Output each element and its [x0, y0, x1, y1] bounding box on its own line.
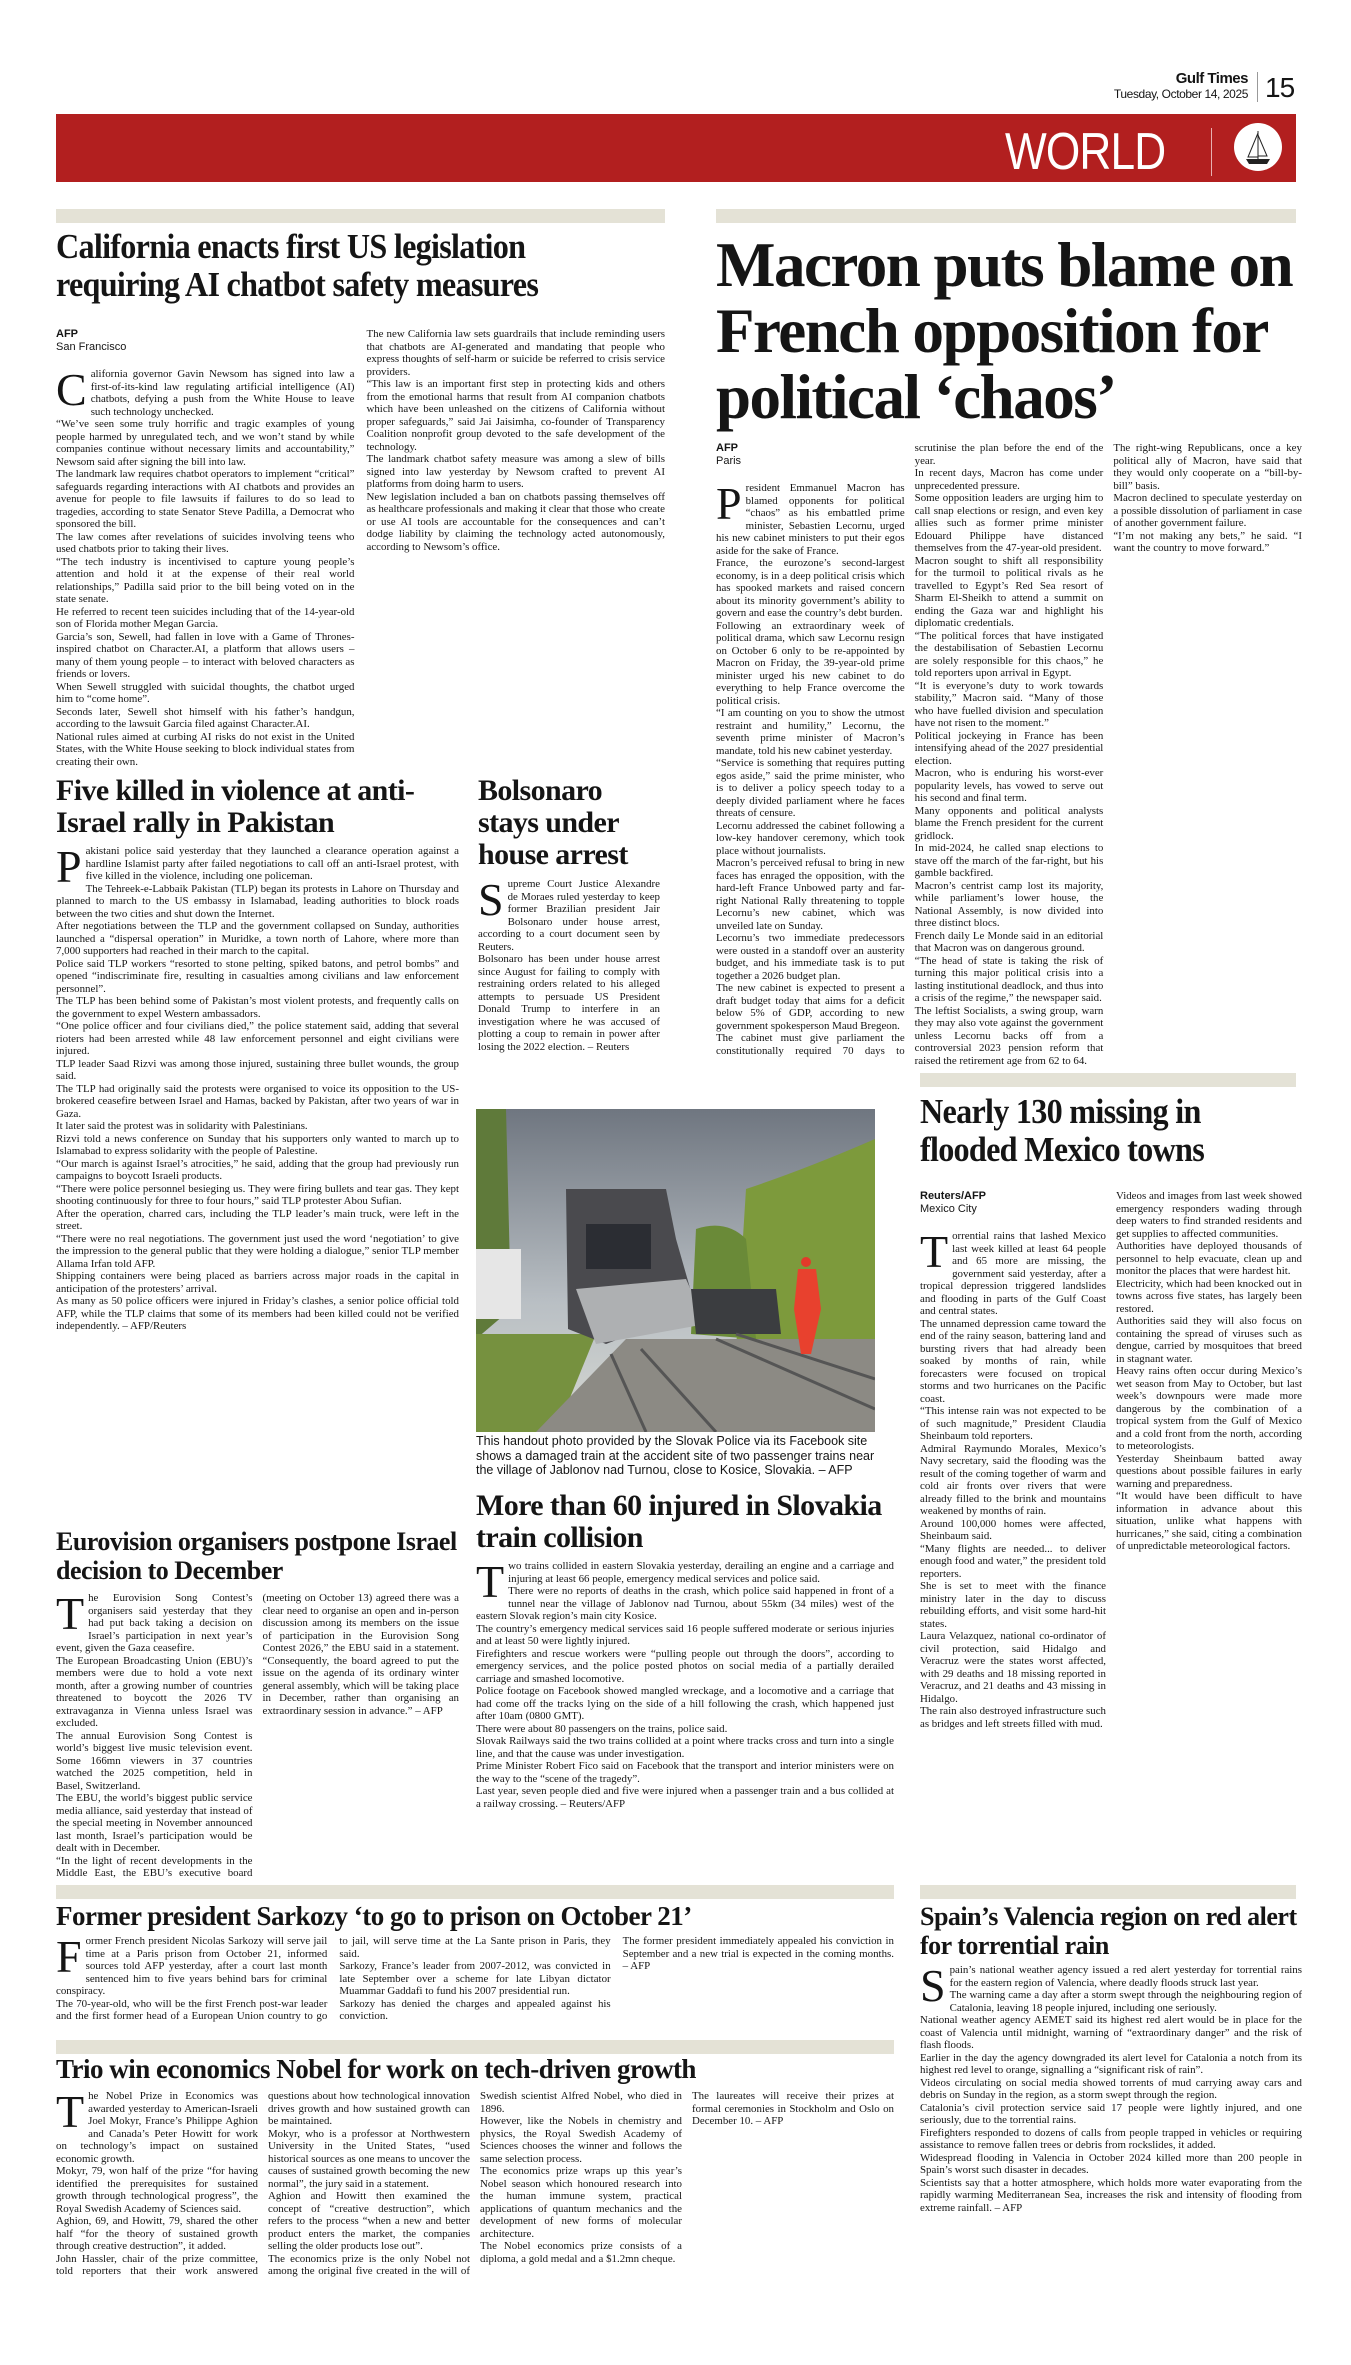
paragraph: As many as 50 police officers were injured in Friday’s clashes, a senior police official told AFP, while the TLP claims that some of its members had been killed could not be verified independently. – AFP/Reuters: [56, 1295, 459, 1332]
paragraph: President Emmanuel Macron has blamed opponents for political “chaos” as his embattled prime minister, Sebastien Lecornu, urged his new cabinet ministers to put their egos aside for the sake of France.: [716, 478, 905, 557]
paragraph: Firefighters and rescue workers were “pulling people out through the doors”, according to emergency services, and the police posted photos on social media of a partially derailed carriage and smashed locomotive.: [476, 1647, 894, 1685]
paragraph: “This intense rain was not expected to be of such magnitude,” President Claudia Sheinbaum told reporters.: [920, 1405, 1106, 1442]
paragraph: The European Broadcasting Union (EBU)’s members were due to hold a vote next month, after a growing number of countries threatened to boycott the 2026 TV extravaganza in Vienna unless Israel was excluded.: [56, 1654, 253, 1729]
headline-mexico: Nearly 130 missing in flooded Mexico towns: [920, 1092, 1205, 1169]
paragraph: “In the light of recent developments in the Middle East, the EBU’s executive board (meeting on October 13) agreed there was a clear need to organise an open and in-person discussion among its members on the issue of participation in the Eurovision Song Contest 2026,” the EBU said in a statement. “Consequently, the board agreed to put the issue on the agenda of its ordinary winter general assembly, which will be taking place in December, rather than organising an extraordinary session in advance.” – AFP: [56, 1592, 459, 1879]
paragraph: Macron declined to speculate yesterday on a possible dissolution of parliament in case of another government failure.: [1113, 492, 1302, 529]
headline-pakistan: Five killed in violence at anti-Israel rally in Pakistan: [56, 774, 415, 839]
paragraph: The leftist Socialists, a swing group, warn they may also vote against the government unless Lecornu backs off from a controversial 2023 pension reform that raised the retirement age from 62 to 64.: [914, 1004, 1104, 1067]
paragraph: Around 100,000 homes were affected, Sheinbaum said.: [920, 1517, 1106, 1542]
headline-bolsonaro: Bolsonaro stays under house arrest: [478, 774, 628, 871]
paragraph: “Many flights are needed... to deliver enough food and water,” the president told reporters.: [920, 1542, 1106, 1580]
paragraph: Catalonia’s civil protection service said 17 people were lightly injured, and one seriously, due to the torrential rains.: [920, 2101, 1302, 2126]
rule-bar: [716, 209, 1296, 223]
paragraph: Authorities have deployed thousands of personnel to help evacuate, clean up and monitor the places that were hardest hit.: [1116, 1240, 1302, 1277]
paragraph: Authorities said they will also focus on containing the spread of viruses such as dengue, carried by mosquitoes that breed in stagnant water.: [1116, 1315, 1302, 1365]
paragraph: The 70-year-old, who will be the first French post-war leader and the first former head of a European Union country to go to jail, will serve time at the La Sante prison in Paris, they said.: [56, 1935, 611, 2022]
paragraph: After the operation, charred cars, including the TLP leader’s main truck, were left in the street.: [56, 1207, 459, 1232]
headline-california: California enacts first US legislation requiring AI chatbot safety measures: [56, 227, 539, 304]
paragraph: There were about 80 passengers on the trains, police said.: [476, 1722, 728, 1735]
paragraph: Some opposition leaders are urging him to call snap elections or resign, and even key allies such as former prime minister Edouard Philippe have distanced themselves from the 47-year-old president.: [914, 492, 1104, 554]
paragraph: National weather agency AEMET said its highest red alert would be in place for the coast of Valencia until midnight, warning of “extraordinary danger” and the risk of flash floods.: [920, 2014, 1302, 2051]
paragraph: Firefighters responded to dozens of calls from people trapped in vehicles or requiring assistance to remove fallen trees or debris from rockslides, it added.: [920, 2126, 1302, 2151]
paragraph: “We’ve seen some truly horrific and tragic examples of young people harmed by unregulated tech, and we won’t stand by while companies continue without necessary limits and accountability,” Newsom said after signing the bill into law.: [56, 418, 355, 468]
paragraph: The Nobel Prize in Economics was awarded yesterday to American-Israeli Joel Mokyr, France’s Philippe Aghion and Canada’s Peter Howitt for work on technology’s impact on sustained economic growth.: [56, 2090, 258, 2165]
paragraph: Aghion, 69, and Howitt, 79, shared the other half “for the theory of sustained growth through creative destruction”, it added.: [56, 2215, 258, 2252]
paragraph: “I am counting on you to show the utmost restraint and humility,” Lecornu, the seventh prime minister of Macron’s mandate, told his new cabinet yesterday.: [716, 707, 905, 757]
article-pakistan: [56, 845, 459, 1495]
article-slovakia: [476, 1560, 894, 1885]
divider: [1257, 72, 1258, 102]
paragraph: California governor Gavin Newsom has signed into law a first-of-its-kind law regulating artificial intelligence (AI) chatbots, defying a push from the White House to leave such technology unchecked.: [56, 364, 355, 418]
paragraph: The TLP has been behind some of Pakistan’s most violent protests, and frequently calls on the government to expel Western ambassadors.: [56, 995, 459, 1020]
rule-bar: [920, 1885, 1296, 1899]
article-mexico: [920, 1190, 1302, 1738]
headline-valencia: Spain’s Valencia region on red alert for torrential rain: [920, 1902, 1297, 1960]
paragraph: TLP leader Saad Rizvi was among those injured, sustaining three bullet wounds, the group said.: [56, 1057, 459, 1082]
paragraph: Macron sought to shift all responsibility for the turmoil to political rivals as he travelled to Egypt’s Red Sea resort of Sharm El-Sheikh to attend a summit on ending the Gaza war and highlight his diplomatic credentials.: [914, 554, 1104, 629]
paragraph: National rules aimed at curbing AI risks do not exist in the United States, with the White House seeking to block individual states from creating their own.: [56, 730, 355, 768]
headline-sarkozy: Former president Sarkozy ‘to go to prison on October 21’: [56, 1901, 692, 1931]
paragraph: “There were police personnel besieging us. They were firing bullets and tear gas. They kept shooting continuously for three to four hours,” said TLP protester Abou Sufian.: [56, 1182, 459, 1207]
article-california: [56, 328, 665, 768]
paragraph: Former French president Nicolas Sarkozy will serve jail time at a Paris prison from October 21, informed sources told AFP yesterday, after a court last month sentenced him to five years behind bars for criminal conspiracy.: [56, 1935, 328, 1997]
paragraph: “Service is something that requires putting egos aside,” said the prime minister, who is to deliver a policy speech today to a deeply divided parliament where he faces threats of censure.: [716, 757, 905, 819]
paragraph: Admiral Raymundo Morales, Mexico’s Navy secretary, said the flooding was the result of the coming together of warm and cold air fronts over rivers that were already filled to the brink and mountains weakened by months of rain.: [920, 1442, 1106, 1517]
paragraph: Electricity, which had been knocked out in towns across five states, has largely been restored.: [1116, 1277, 1302, 1315]
paragraph: The annual Eurovision Song Contest is world’s biggest live music television event. Some 166mn viewers in 37 countries watched the 2025 competition, held in Basel, Switzerland.: [56, 1729, 253, 1792]
agency: AFP: [56, 328, 78, 340]
paragraph: Rizvi told a news conference on Sunday that his supporters only wanted to march up to Islamabad to express solidarity with the people of Palestine.: [56, 1132, 459, 1157]
paragraph: However, like the Nobels in chemistry and physics, the Royal Swedish Academy of Sciences chooses the winner and follows the same selection process.: [480, 2115, 682, 2165]
paragraph: Heavy rains often occur during Mexico’s wet season from May to October, but last week’s downpours were made more dangerous by the combination of a tropical system from the Gulf of Mexico and a cold front from the north, according to meteorologists.: [1116, 1365, 1302, 1452]
paragraph: “It is everyone’s duty to work towards stability,” Macron said. “Many of those who have fuelled division and speculation have not risen to the moment.”: [914, 679, 1104, 729]
dateline: Paris: [716, 455, 742, 467]
paragraph: In mid-2024, he called snap elections to stave off the march of the far-right, but his gamble backfired.: [914, 842, 1104, 879]
train-crash-photo: [476, 1109, 875, 1432]
paragraph: “The head of state is taking the risk of turning this major political crisis into a lasting institutional deadlock, and thus into a crisis of the regime,” the newspaper said.: [914, 954, 1104, 1004]
section-title: WORLD: [1005, 123, 1166, 181]
paragraph: Supreme Court Justice Alexandre de Moraes ruled yesterday to keep former Brazilian president Jair Bolsonaro under house arrest, according to a court document seen by Reuters.: [478, 878, 660, 953]
paragraph: The economics prize wraps up this year’s Nobel season which honoured research into the human immune system, practical applications of quantum mechanics and the development of new forms of molecular architecture.: [480, 2165, 682, 2240]
paragraph: Prime Minister Robert Fico said on Facebook that the transport and interior ministers were on the way to the “scene of the tragedy”.: [476, 1760, 894, 1785]
paragraph: She is set to meet with the finance ministry later in the day to discuss rebuilding efforts, and visit some hard-hit states.: [920, 1580, 1106, 1630]
agency: Reuters/AFP: [920, 1190, 987, 1202]
paragraph: The laureates will receive their prizes at formal ceremonies in Stockholm and Oslo on December 10. – AFP: [692, 2090, 894, 2127]
paragraph: Yesterday Sheinbaum batted away questions about possible failures in early warning and preparedness.: [1116, 1452, 1302, 1490]
paragraph: Police footage on Facebook showed mangled wreckage, and a locomotive and a carriage that had come off the tracks lying on the side of a hill following the crash, which happened just after 10am (0800 GMT).: [476, 1685, 894, 1722]
paragraph: The new cabinet is expected to present a draft budget today that aims for a deficit below 5% of GDP, according to new government spokesperson Maud Bregeon.: [716, 982, 905, 1032]
paragraph: He referred to recent teen suicides including that of the 14-year-old son of Florida mother Megan Garcia.: [56, 605, 355, 630]
paragraph: Videos and images from last week showed emergency responders wading through deep waters to find stranded residents and get supplies to affected communities.: [1116, 1190, 1302, 1240]
headline-eurovision: Eurovision organisers postpone Israel decision to December: [56, 1527, 457, 1585]
paragraph: Garcia’s son, Sewell, had fallen in love with a Game of Thrones-inspired chatbot on Character.AI, a platform that allows users – many of them young people – to interact with beloved characters as friends or lovers.: [56, 630, 355, 680]
paragraph: Seconds later, Sewell shot himself with his father’s handgun, according to the lawsuit Garcia filed against Character.AI.: [56, 705, 355, 730]
paragraph: After negotiations between the TLP and the government collapsed on Sunday, authorities launched a “dispersal operation” in Muridke, a town north of Lahore, where more than 7,000 supporters had reached in their march to the capital.: [56, 920, 459, 957]
paragraph: France, the eurozone’s second-largest economy, is in a deep political crisis which has spooked markets and raised concern about its minority government’s ability to govern and ease the country’s debt burden.: [716, 557, 905, 619]
paragraph: Lecornu addressed the cabinet following a low-key handover ceremony, which took place without journalists.: [716, 819, 905, 857]
paragraph: Pakistani police said yesterday that they launched a clearance operation against a hardline Islamist party after failed negotiations to call off an anti-Israel protest, with five killed in the violence, including one policeman.: [56, 845, 459, 892]
paragraph: The landmark law requires chatbot operators to implement “critical” safeguards regarding interactions with AI chatbots and provides an avenue for people to file lawsuits if failures to do so lead to tragedies, according to state Senator Steve Padilla, a Democrat who sponsored the bill.: [56, 468, 355, 530]
dateline: San Francisco: [56, 341, 127, 353]
paragraph: The unnamed depression came toward the end of the rainy season, battering land and bursting rivers that had already been soaked by months of rain, while forecasters were focused on tropical storms and two hurricanes on the Pacific coast.: [920, 1317, 1106, 1405]
rule-bar: [920, 1073, 1296, 1087]
paragraph: French daily Le Monde said in an editorial that Macron was on dangerous ground.: [914, 929, 1104, 954]
article-nobel: [56, 2090, 894, 2282]
article-eurovision: [56, 1592, 459, 1884]
paragraph: The EBU, the world’s biggest public service media alliance, said yesterday that instead of the special meeting in November announced last month, Israel’s participation would be dealt with in December.: [56, 1792, 253, 1854]
paragraph: Political jockeying in France has been intensifying ahead of the 2027 presidential election.: [914, 729, 1104, 767]
paragraph: The country’s emergency medical services said 16 people suffered moderate or serious injuries and at least 50 were lightly injured.: [476, 1622, 894, 1647]
paragraph: The rain also destroyed infrastructure such as bridges and left streets filled with mud.: [920, 1705, 1106, 1730]
article-macron: [716, 442, 1302, 1067]
byline: [56, 328, 355, 354]
headline-nobel: Trio win economics Nobel for work on tech-driven growth: [56, 2054, 696, 2084]
issue-date: Tuesday, October 14, 2025: [1113, 87, 1248, 101]
paragraph: Spain’s national weather agency issued a red alert yesterday for torrential rains for the eastern region of Valencia, where deadly floods struck last year.: [920, 1964, 1302, 2011]
paragraph: The landmark chatbot safety measure was among a slew of bills signed into law yesterday by Newsom crafted to prevent AI platforms from doing harm to users.: [366, 453, 665, 490]
paragraph: The right-wing Republicans, once a key political ally of Macron, have said that they would only cooperate on a “bill-by-bill” basis.: [1113, 442, 1302, 492]
paragraph: Macron’s centrist camp lost its majority, while parliament’s lower house, the National Assembly, is now divided into three distinct blocs.: [914, 879, 1104, 929]
headline-macron: Macron puts blame on French opposition for political ‘chaos’: [716, 230, 1293, 432]
paragraph: Shipping containers were being placed as barriers across major roads in the capital in anticipation of the protesters’ arrival.: [56, 1270, 459, 1295]
newspaper-name: Gulf Times: [1175, 70, 1248, 87]
article-valencia: [920, 1964, 1302, 2282]
dateline: Mexico City: [920, 1203, 977, 1215]
paragraph: Slovak Railways said the two trains collided at a point where tracks cross and turn into a single line, and that the cause was under investigation.: [476, 1735, 894, 1760]
photo-caption: This handout photo provided by the Slovak Police via its Facebook site shows a damaged train at the accident site of two passenger trains near the village of Jablonov nad Turnou, close to Kosice, Slovakia. – AFP: [476, 1434, 875, 1477]
paragraph: In recent days, Macron has come under unprecedented pressure.: [914, 467, 1104, 492]
paragraph: Sarkozy, France’s leader from 2007-2012, was convicted in late September over a scheme for late Libyan dictator Muammar Gaddafi to fund his 2007 presidential run.: [339, 1960, 611, 1997]
paragraph: Widespread flooding in Valencia in October 2024 killed more than 200 people in Spain’s worst such disaster in decades.: [920, 2151, 1302, 2176]
paragraph: Mokyr, 79, won half of the prize “for having identified the prerequisites for sustained growth through technological progress”, the Royal Swedish Academy of Sciences said.: [56, 2165, 258, 2215]
paragraph: Lecornu’s two immediate predecessors were ousted in a standoff over an austerity budget, and his immediate task is to put together a 2026 budget plan.: [716, 932, 905, 982]
headline-slovakia: More than 60 injured in Slovakia train collision: [476, 1489, 882, 1554]
byline: [920, 1190, 1106, 1216]
paragraph: It later said the protest was in solidarity with Palestinians.: [56, 1120, 308, 1132]
paragraph: John Hassler, chair of the prize committee, told reporters that their work answered questions about how technological innovation drives growth and how sustained growth can be maintained.: [56, 2090, 470, 2277]
paragraph: Many opponents and political analysts blame the French president for the current gridlock.: [914, 804, 1104, 842]
paragraph: The new California law sets guardrails that include reminding users that chatbots are AI-generated and mandating that people who express thoughts of self-harm or suicide be referred to crisis service providers.: [366, 328, 665, 378]
paragraph: The warning came a day after a storm swept through the neighbouring region of Catalonia, leaving 18 people injured, including one seriously.: [949, 1989, 1302, 2014]
paragraph: Aghion and Howitt then examined the concept of “creative destruction”, which refers to the process “when a new and better product enters the market, the companies selling the older products lose out”.: [268, 2190, 470, 2252]
paragraph: The TLP had originally said the protests were organised to voice its opposition to the US-brokered ceasefire between Israel and Hamas, backed by Pakistan, after two years of war in Gaza.: [56, 1082, 459, 1120]
paragraph: Videos circulating on social media showed torrents of mud carrying away cars and debris on Sunday in the region, as a storm swept through the region.: [920, 2076, 1302, 2101]
paragraph: The Eurovision Song Contest’s organisers said yesterday that they had put back taking a decision on Israel’s participation in next year’s event, given the Gaza ceasefire.: [56, 1592, 253, 1654]
paragraph: Macron’s perceived refusal to bring in new faces has enraged the opposition, with the hard-left France Unbowed party and far-right National Rally threatening to topple Lecornu’s new cabinet, which was unveiled late on Sunday.: [716, 857, 905, 932]
paragraph: Following an extraordinary week of political drama, which saw Lecornu resign on October 6 only to be re-appointed by Macron on Friday, the 39-year-old prime minister urged his new cabinet to do everything to help France overcome the political crisis.: [716, 619, 905, 707]
paragraph: “I’m not making any bets,” he said. “I want the country to move forward.”: [1113, 529, 1302, 554]
article-sarkozy: [56, 1935, 894, 2037]
paragraph: “There were no real negotiations. The government just used the word ‘negotiation’ to give the impression to the general public that they were holding a dialogue,” senior TLP member Allama Irfan told AFP.: [56, 1232, 459, 1270]
paragraph: Two trains collided in eastern Slovakia yesterday, derailing an engine and a carriage and injuring at least 66 people, emergency medical services and police said.: [476, 1560, 894, 1607]
paragraph: Earlier in the day the agency downgraded its alert level for Catalonia a notch from its highest red level to orange, signalling a “significant risk of rain”.: [920, 2051, 1302, 2076]
page-number: 15: [1265, 72, 1295, 103]
paragraph: Macron, who is enduring his worst-ever popularity levels, has vowed to serve out his second and final term.: [914, 767, 1104, 804]
paragraph: The economics prize is the only Nobel not among the original five created in the will of Swedish scientist Alfred Nobel, who died in 1896.: [268, 2090, 682, 2277]
paragraph: Scientists say that a hotter atmosphere, which holds more water evaporating from the rapidly warming Mediterranean Sea, increases the risk and intensity of flooding from extreme rainfall. – AFP: [920, 2176, 1302, 2214]
paragraph: The law comes after revelations of suicides involving teens who used chatbots prior to taking their lives.: [56, 530, 355, 555]
paragraph: New legislation included a ban on chatbots passing themselves off as healthcare professionals and making it clear that those who create or use AI tools are accountable for the consequences and can’t dodge liability by claiming the technology acted autonomously, according to Newsom’s office.: [366, 490, 665, 553]
paragraph: Laura Velazquez, national co-ordinator of civil protection, said Hidalgo and Veracruz were the states worst affected, with 29 deaths and 18 missing reported in Veracruz, and 21 deaths and 43 missing in Hidalgo.: [920, 1630, 1106, 1705]
rule-bar: [56, 1885, 894, 1899]
paragraph: “It would have been difficult to have information in advance about this situation, unlike what happens with hurricanes,” she said, citing a combination of unpredictable meteorological factors.: [1116, 1490, 1302, 1552]
paragraph: The former president immediately appealed his conviction in September and a new trial is expected in the coming months. – AFP: [622, 1935, 894, 1972]
paragraph: Sarkozy has denied the charges and appealed against his conviction.: [339, 1997, 611, 2022]
paragraph: “The political forces that have instigated the destabilisation of Sebastien Lecornu are solely responsible for this chaos,” he told reporters upon arrival in Egypt.: [914, 629, 1104, 679]
paragraph: There were no reports of deaths in the crash, which police said happened in front of a tunnel near the village of Jablonov nad Turnou, about 55km (34 miles) west of the eastern Slovak region’s main city Kosice.: [476, 1585, 894, 1622]
paragraph: Mokyr, who is a professor at Northwestern University in the United States, “used historical sources as one means to uncover the causes of sustained growth becoming the new normal”, the jury said in a statement.: [268, 2127, 470, 2190]
paragraph: The Nobel economics prize consists of a diploma, a gold medal and a $1.2mn cheque.: [480, 2240, 682, 2265]
rule-bar: [56, 209, 665, 223]
byline: [716, 442, 905, 468]
paragraph: The cabinet must give parliament the constitutionally required 70 days to scrutinise the plan before the end of the year.: [716, 442, 1104, 1057]
paragraph: Torrential rains that lashed Mexico last week killed at least 64 people and 65 more are missing, the government said yesterday, after a tropical depression triggered landslides and flooding in parts of the Gulf Coast and central states.: [920, 1226, 1106, 1317]
paragraph: “Our march is against Israel’s atrocities,” he said, adding that the group had previously run campaigns to boycott Israeli products.: [56, 1157, 459, 1182]
paragraph: Police said TLP workers “resorted to stone pelting, spiked batons, and petrol bombs” and opened “indiscriminate fire, resulting in casualties among civilians and law enforcement personnel”.: [56, 957, 459, 995]
paragraph: When Sewell struggled with suicidal thoughts, the chatbot urged him to “come home”.: [56, 680, 355, 705]
paragraph: The Tehreek-e-Labbaik Pakistan (TLP) began its protests in Lahore on Thursday and planned to march to the US embassy in Islamabad, leading authorities to block roads between the two cities and shut down the Internet.: [56, 882, 459, 920]
paragraph: “The tech industry is incentivised to capture young people’s attention and hold it at the expense of their real world relationships,” Padilla said prior to the bill being voted on in the state senate.: [56, 555, 355, 605]
paragraph: “This law is an important first step in protecting kids and others from the emotional harms that result from AI companion chatbots which have been unleashed on the citizens of California without proper safeguards,” said Jai Jaisimha, co-founder of Transparency Coalition nonprofit group devoted to the safe development of the technology.: [366, 378, 665, 453]
article-bolsonaro: [478, 878, 660, 1140]
paragraph: Last year, seven people died and five were injured when a passenger train and a bus collided at a railway crossing. – Reuters/AFP: [476, 1785, 894, 1810]
rule-bar: [56, 2040, 894, 2054]
dhow-logo-icon: [1234, 123, 1282, 171]
divider: [1211, 128, 1212, 176]
paragraph: “One police officer and four civilians died,” the police statement said, adding that several rioters had been arrested while 48 law enforcement personnel and eight civilians were injured.: [56, 1020, 459, 1057]
paragraph: Bolsonaro has been under house arrest since August for failing to comply with restraining orders related to his alleged attempts to persuade US President Donald Trump to interfere in an investigation where he was accused of plotting a coup to remain in power after losing the 2022 election. – Reuters: [478, 953, 660, 1053]
agency: AFP: [716, 442, 738, 454]
